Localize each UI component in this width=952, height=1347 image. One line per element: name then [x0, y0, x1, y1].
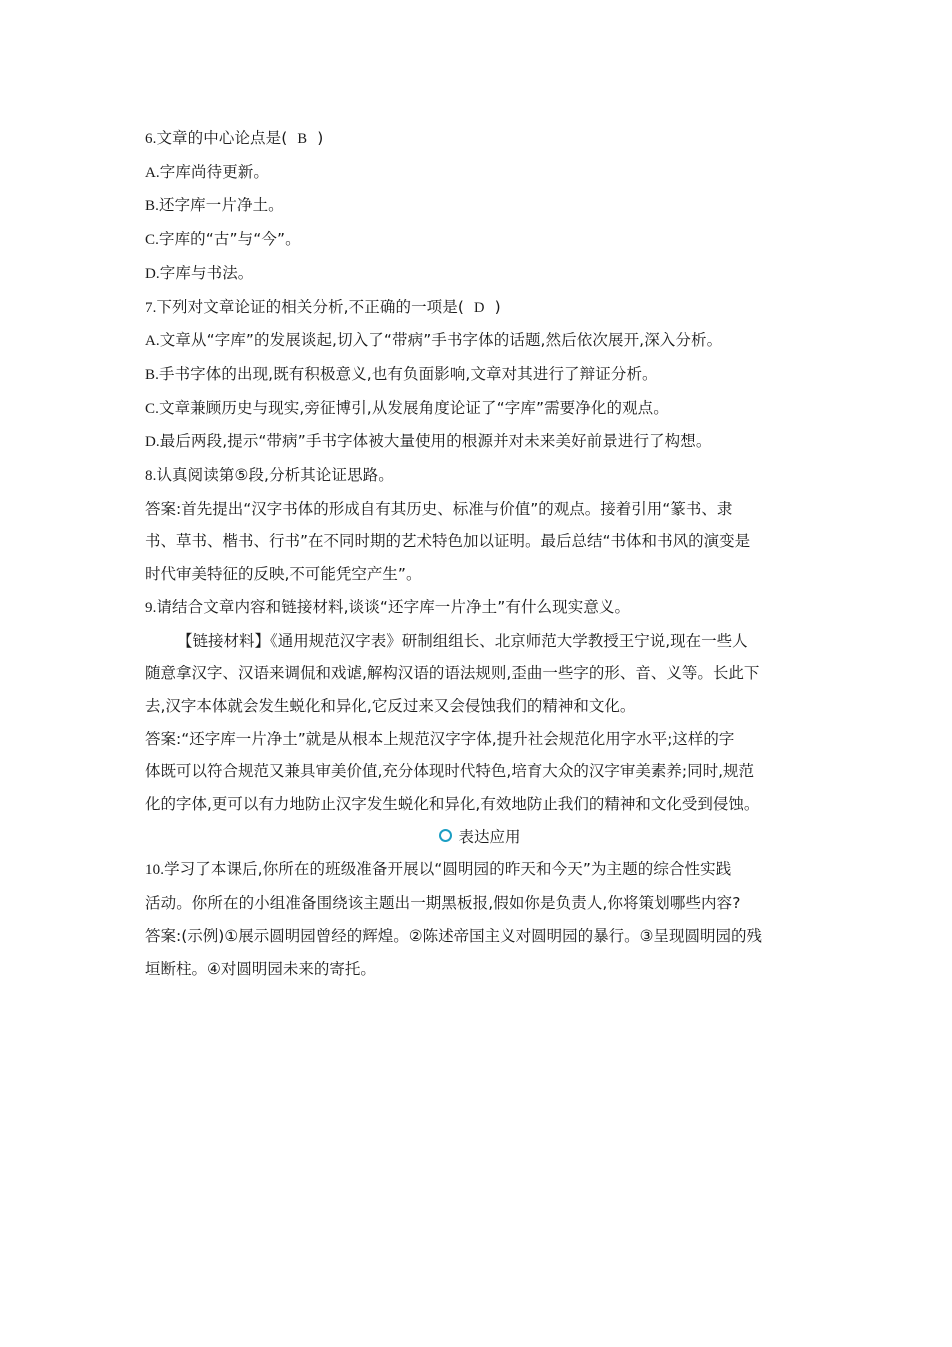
question-text: 认真阅读第⑤段,分析其论证思路。 [156, 466, 394, 485]
question-7-option-a [145, 324, 815, 358]
option-text: 字库尚待更新。 [159, 162, 269, 181]
worksheet-page [145, 122, 815, 985]
question-8-stem [145, 459, 815, 493]
question-text: 下列对文章论证的相关分析,不正确的一项是( [156, 297, 465, 316]
option-text: 字库与书法。 [159, 263, 254, 282]
answer-choice: D [474, 299, 485, 316]
answer-line: 时代审美特征的反映,不可能凭空产生”。 [145, 565, 422, 584]
answer-line: 化的字体,更可以有力地防止汉字发生蜕化和异化,有效地防止我们的精神和文化受到侵蚀。 [145, 795, 760, 814]
question-10-stem-cont: 活动。你所在的小组准备围绕该主题出一期黑板报,假如你是负责人,你将策划哪些内容? [145, 894, 741, 913]
option-text: 字库的“古”与“今”。 [158, 230, 301, 249]
question-7-option-c [145, 392, 815, 426]
answer-line: 垣断柱。④对圆明园未来的寄托。 [145, 959, 376, 978]
answer-choice: B [297, 131, 308, 147]
option-text: 最后两段,提示“带病”手书字体被大量使用的根源并对未来美好前景进行了构想。 [159, 432, 712, 451]
question-6-option-b [145, 189, 815, 223]
question-10-answer [145, 920, 813, 985]
question-6-stem [145, 122, 815, 156]
answer-line: 答案:“还字库一片净土”就是从根本上规范汉字字体,提升社会规范化用字水平;这样的字 [145, 729, 735, 748]
option-label: B. [145, 366, 159, 383]
question-6-option-c [145, 223, 815, 257]
question-number: 6. [145, 131, 157, 147]
question-number: 10. [145, 862, 165, 879]
answer-line: 体既可以符合规范又兼具审美价值,充分体现时代特色,培育大众的汉字审美素养;同时,规范 [145, 762, 755, 781]
option-text: 还字库一片净土。 [158, 196, 284, 215]
section-heading [145, 821, 815, 854]
answer-line: 书、草书、楷书、行书”在不同时期的艺术特色加以证明。最后总结“书体和书风的演变是 [145, 532, 751, 551]
answer-line: 答案:首先提出“汉字书体的形成自有其历史、标准与价值”的观点。接着引用“篆书、隶 [145, 499, 733, 518]
option-label: C. [145, 232, 159, 249]
question-text-end: ) [317, 129, 324, 147]
option-label: C. [145, 400, 159, 417]
linked-material [145, 625, 813, 723]
question-text: 文章的中心论点是( [156, 129, 288, 147]
question-9-stem [145, 591, 815, 625]
question-number: 9. [145, 599, 157, 616]
material-line: 随意拿汉字、汉语来调侃和戏谑,解构汉语的语法规则,歪曲一些字的形、音、义等。长此下 [145, 664, 760, 683]
material-line: 去,汉字本体就会发生蜕化和异化,它反过来又会侵蚀我们的精神和文化。 [145, 696, 636, 715]
material-line: 【链接材料】《通用规范汉字表》研制组组长、北京师范大学教授王宁说,现在一些人 [177, 631, 748, 650]
question-8-answer [145, 493, 813, 591]
option-text: 文章兼顾历史与现实,旁征博引,从发展角度论证了“字库”需要净化的观点。 [158, 398, 669, 417]
circle-bullet-icon [439, 829, 452, 842]
option-label: D. [145, 265, 160, 282]
question-6-option-d [145, 257, 815, 291]
question-6-option-a [145, 156, 815, 190]
question-7-stem [145, 291, 815, 325]
option-text: 手书字体的出现,既有积极意义,也有负面影响,文章对其进行了辩证分析。 [158, 364, 658, 383]
question-number: 8. [145, 468, 157, 485]
question-number: 7. [145, 299, 157, 316]
question-7-option-b [145, 358, 815, 392]
question-text: 请结合文章内容和链接材料,谈谈“还字库一片净土”有什么现实意义。 [156, 597, 631, 616]
question-10-stem [145, 853, 815, 887]
option-label: B. [145, 198, 159, 215]
option-text: 文章从“字库”的发展谈起,切入了“带病”手书字体的话题,然后依次展开,深入分析。 [159, 331, 723, 350]
question-9-answer [145, 723, 813, 821]
option-label: A. [145, 164, 160, 181]
question-text-end: ) [494, 297, 501, 316]
question-text: 学习了本课后,你所在的班级准备开展以“圆明园的昨天和今天”为主题的综合性实践 [164, 860, 732, 879]
question-7-option-d [145, 425, 815, 459]
answer-line: 答案:(示例)①展示圆明园曾经的辉煌。②陈述帝国主义对圆明园的暴行。③呈现圆明园的残 [145, 926, 763, 945]
option-label: D. [145, 434, 160, 451]
option-label: A. [145, 333, 160, 350]
section-title: 表达应用 [458, 827, 521, 846]
